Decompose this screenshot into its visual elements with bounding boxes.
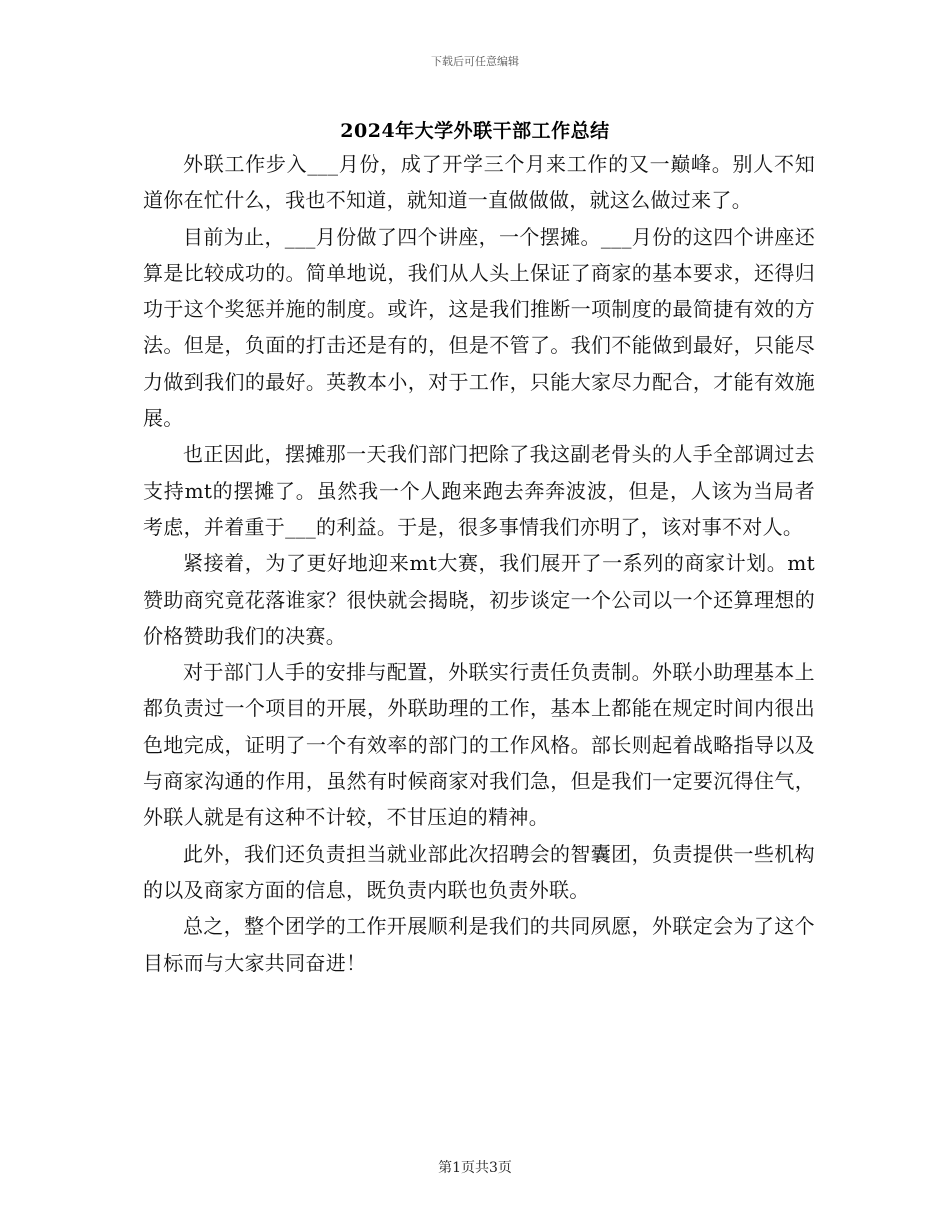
paragraph: 紧接着，为了更好地迎来mt大赛，我们展开了一系列的商家计划。mt赞助商究竟花落谁家？很快就会揭晓，初步谈定一个公司以一个还算理想的价格赞助我们的决赛。	[143, 551, 815, 648]
paragraph: 目前为止，___月份做了四个讲座，一个摆摊。___月份的这四个讲座还算是比较成功的。简单地说，我们从人头上保证了商家的基本要求，还得归功于这个奖惩并施的制度。或许，这是我们推断一项制度的最简捷有效的方法。但是，负面的打击还是有的，但是不管了。我们不能做到最好，只能尽力做到我们的最好。英教本小，对于工作，只能大家尽力配合，才能有效施展。	[143, 224, 815, 431]
paragraph: 总之，整个团学的工作开展顺利是我们的共同夙愿，外联定会为了这个目标而与大家共同奋进！	[143, 914, 815, 975]
paragraph: 也正因此，摆摊那一天我们部门把除了我这副老骨头的人手全部调过去支持mt的摆摊了。虽然我一个人跑来跑去奔奔波波，但是，人该为当局者考虑，并着重于___的利益。于是，很多事情我们亦明了，该对事不对人。	[143, 442, 815, 539]
paragraph: 对于部门人手的安排与配置，外联实行责任负责制。外联小助理基本上都负责过一个项目的开展，外联助理的工作，基本上都能在规定时间内很出色地完成，证明了一个有效率的部门的工作风格。部长则起着战略指导以及与商家沟通的作用，虽然有时候商家对我们急，但是我们一定要沉得住气，外联人就是有这种不计较，不甘压迫的精神。	[143, 660, 815, 830]
document-body	[143, 146, 815, 981]
document-title: 2024年大学外联干部工作总结	[340, 120, 610, 142]
page-number-footer: 第1页共3页	[438, 1160, 512, 1176]
paragraph: 外联工作步入___月份，成了开学三个月来工作的又一巅峰。别人不知道你在忙什么，我也不知道，就知道一直做做做，就这么做过来了。	[143, 152, 815, 213]
paragraph: 此外，我们还负责担当就业部此次招聘会的智囊团，负责提供一些机构的以及商家方面的信息，既负责内联也负责外联。	[143, 841, 815, 902]
page-header-note: 下载后可任意编辑	[431, 55, 519, 68]
